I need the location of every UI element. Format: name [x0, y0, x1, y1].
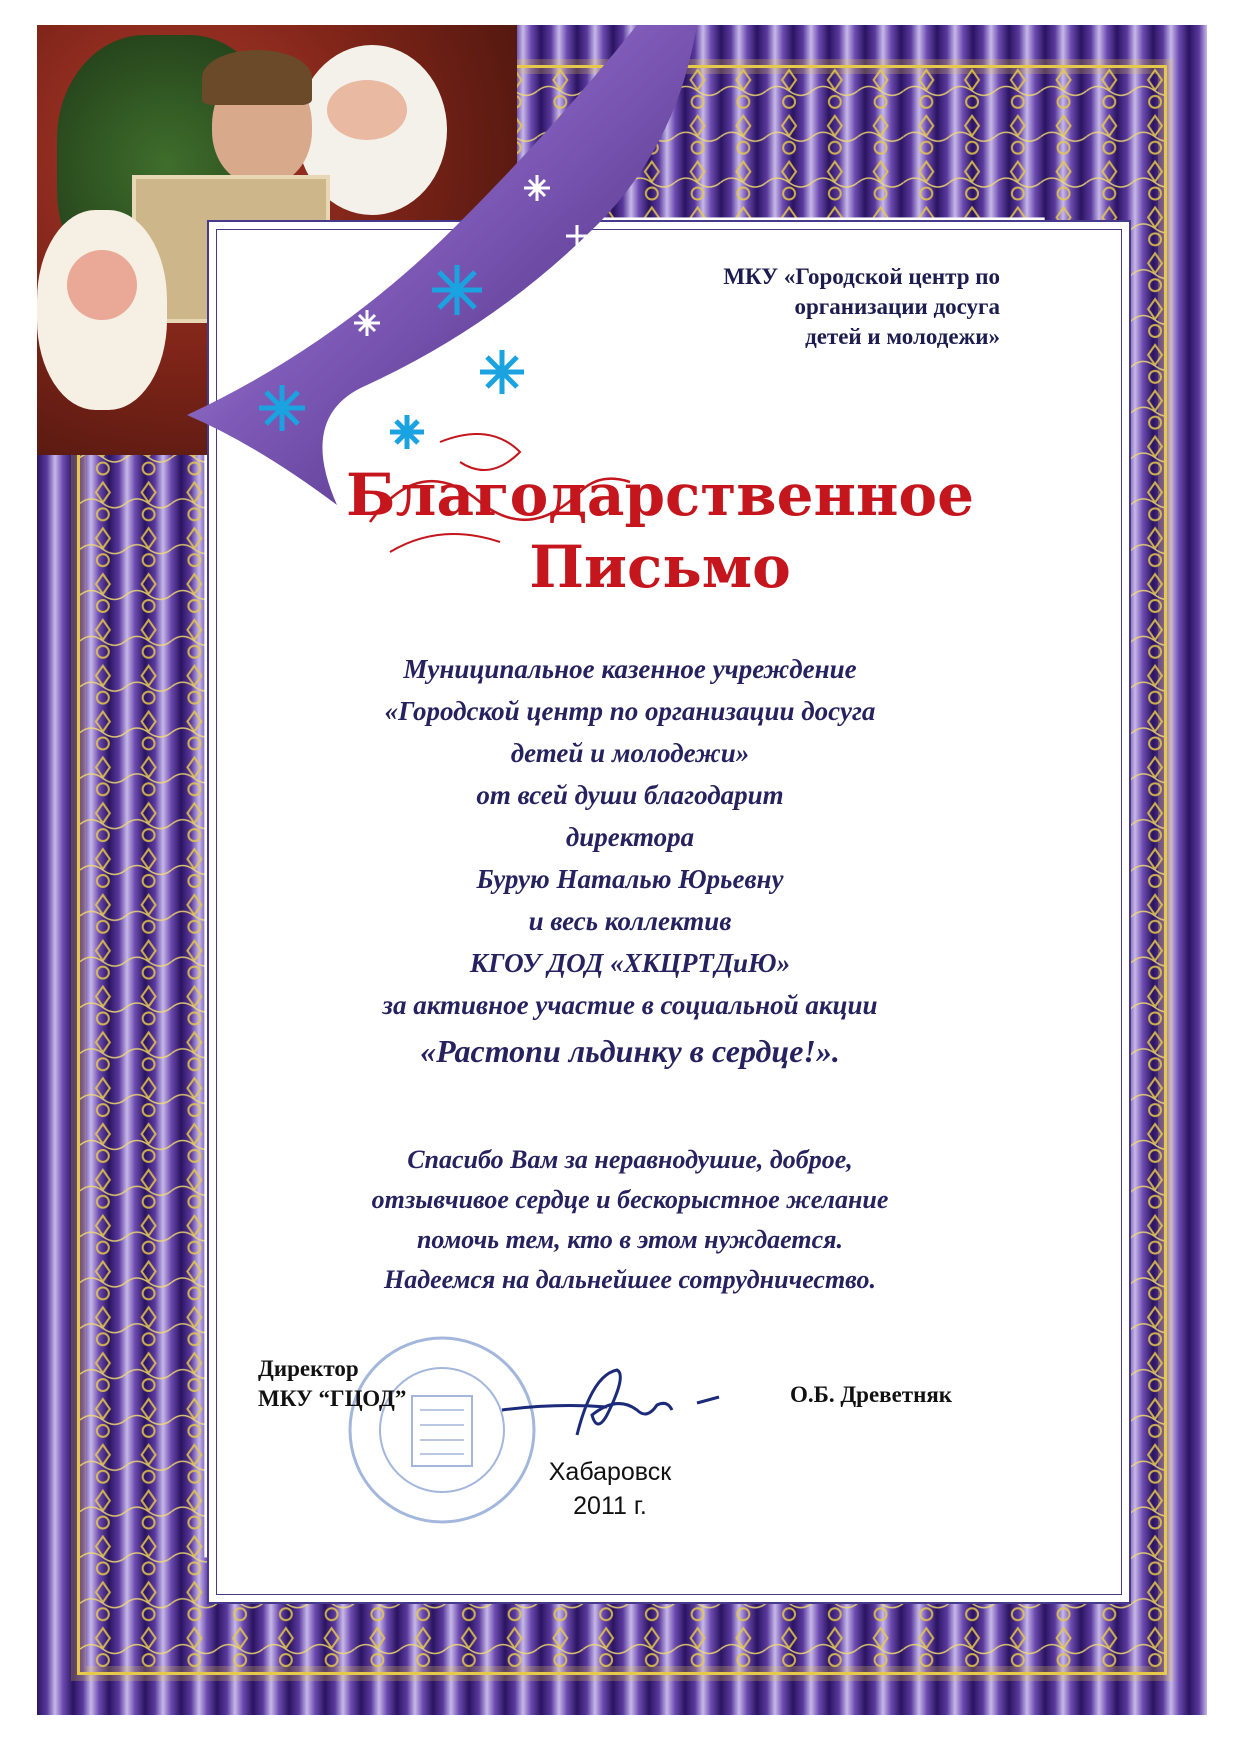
body-line: «Городской центр по организации досуга [384, 696, 876, 726]
campaign-name: «Растопи льдинку в сердце!». [420, 1033, 840, 1069]
title-line-1: Благодарственное [345, 461, 974, 529]
organization-line: МКУ «Городской центр по [723, 264, 1000, 289]
signer-position-line: Директор [258, 1356, 359, 1381]
place-and-date [480, 1455, 740, 1523]
closing-line: помочь тем, кто в этом нуждается. [416, 1225, 844, 1254]
body-line: от всей души благодарит [476, 780, 784, 810]
closing-paragraph [220, 1140, 1040, 1300]
organization-line: организации досуга [794, 294, 1000, 319]
closing-line: отзывчивое сердце и бескорыстное желание [371, 1185, 889, 1214]
body-line: Муниципальное казенное учреждение [403, 654, 857, 684]
body-line: детей и молодежи» [510, 738, 750, 768]
organization-line: детей и молодежи» [805, 324, 1000, 349]
recipient-organization: КГОУ ДОД «ХКЦРТДиЮ» [469, 948, 791, 978]
organization-heading [520, 262, 1000, 352]
body-line: и весь коллектив [528, 906, 732, 936]
signer-name: О.Б. Древетняк [790, 1382, 953, 1407]
signature-icon [497, 1355, 737, 1445]
signer-position-line: МКУ “ГЦОД” [258, 1386, 407, 1411]
city: Хабаровск [548, 1458, 672, 1486]
letter-title [300, 460, 1020, 604]
body-line: за активное участие в социальной акции [382, 990, 878, 1020]
signer-position [258, 1354, 406, 1414]
closing-line: Надеемся на дальнейшее сотрудничество. [384, 1265, 876, 1294]
closing-line: Спасибо Вам за неравнодушие, доброе, [407, 1145, 853, 1174]
title-line-2: Письмо [529, 533, 791, 601]
body-line: директора [565, 822, 695, 852]
year: 2011 г. [573, 1492, 647, 1520]
recipient-name: Бурую Наталью Юрьевну [476, 864, 784, 894]
letter-body [220, 648, 1040, 1076]
